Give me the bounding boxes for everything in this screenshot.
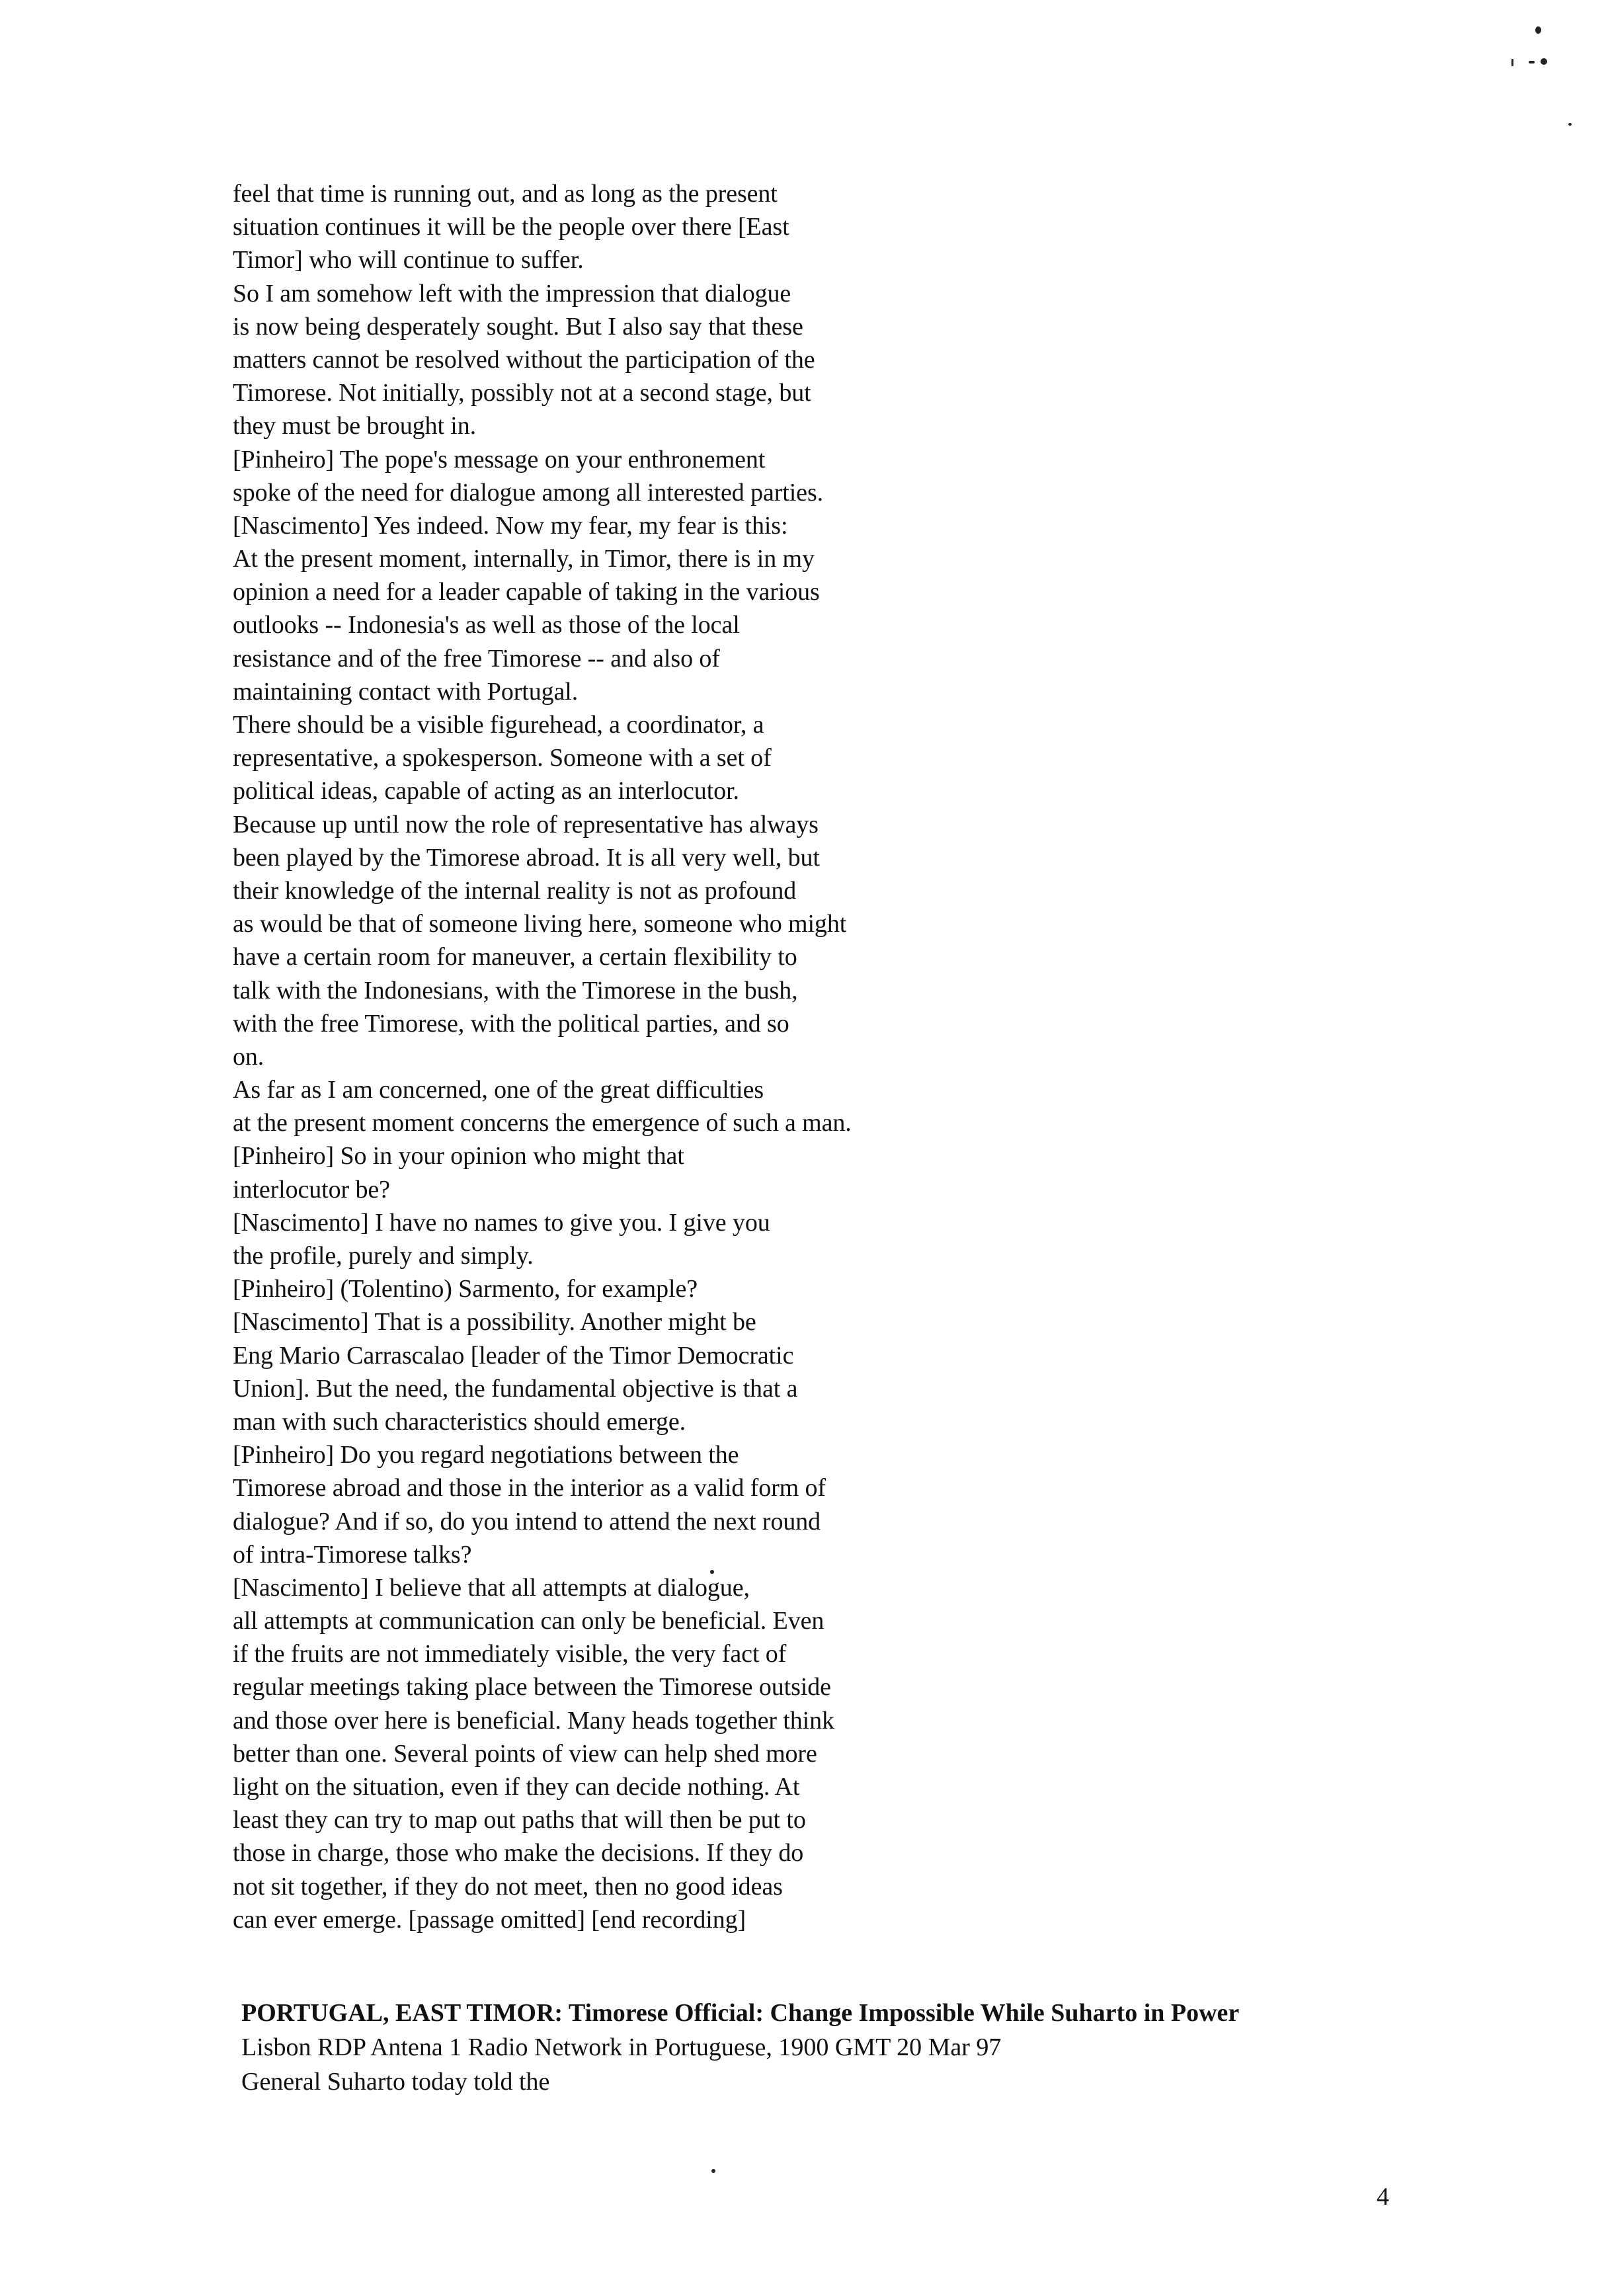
- transcript-line: all attempts at communication can only be beneficial. Even: [233, 1607, 824, 1635]
- transcript-line: [Pinheiro] Do you regard negotiations between the: [233, 1441, 739, 1469]
- transcript-line: is now being desperately sought. But I also say that these: [233, 312, 803, 341]
- transcript-line: [Nascimento] Yes indeed. Now my fear, my fear is this:: [233, 511, 788, 540]
- scan-speck: [1529, 61, 1535, 63]
- scan-speck: [711, 2169, 715, 2173]
- next-article: [241, 1996, 1498, 2099]
- transcript-line: Because up until now the role of representative has always: [233, 810, 819, 839]
- article-lead: General Suharto today told the: [241, 2068, 550, 2096]
- scan-speck: [710, 1570, 714, 1574]
- scan-speck: [1535, 26, 1541, 34]
- transcript-line: light on the situation, even if they can decide nothing. At: [233, 1773, 800, 1801]
- transcript-line: Timorese. Not initially, possibly not at a second stage, but: [233, 379, 811, 407]
- transcript-line: [Pinheiro] The pope's message on your enthronement: [233, 445, 766, 473]
- transcript-line: outlooks -- Indonesia's as well as those of the local: [233, 611, 740, 639]
- transcript-line: if the fruits are not immediately visible, the very fact of: [233, 1640, 787, 1668]
- transcript-line: Union]. But the need, the fundamental objective is that a: [233, 1374, 798, 1403]
- transcript-line: [Nascimento] That is a possibility. Another might be: [233, 1308, 756, 1336]
- transcript-line: [Nascimento] I have no names to give you. I give you: [233, 1208, 770, 1237]
- transcript-line: have a certain room for maneuver, a certain flexibility to: [233, 943, 797, 971]
- article-headline: PORTUGAL, EAST TIMOR: Timorese Official: Change Impossible While Suharto in Power: [241, 1999, 1240, 2027]
- interview-transcript: [233, 177, 1211, 1936]
- transcript-line: been played by the Timorese abroad. It is all very well, but: [233, 843, 820, 872]
- transcript-line: at the present moment concerns the emergence of such a man.: [233, 1109, 852, 1137]
- transcript-line: As far as I am concerned, one of the great difficulties: [233, 1076, 764, 1104]
- transcript-line: can ever emerge. [passage omitted] [end recording]: [233, 1905, 746, 1934]
- transcript-line: and those over here is beneficial. Many heads together think: [233, 1706, 834, 1735]
- transcript-line: with the free Timorese, with the political parties, and so: [233, 1009, 789, 1038]
- transcript-line: they must be brought in.: [233, 412, 477, 440]
- transcript-line: [Pinheiro] (Tolentino) Sarmento, for example?: [233, 1275, 698, 1303]
- transcript-line: situation continues it will be the people over there [East: [233, 213, 789, 241]
- transcript-line: spoke of the need for dialogue among all interested parties.: [233, 478, 824, 507]
- transcript-line: representative, a spokesperson. Someone with a set of: [233, 744, 772, 772]
- page-number: 4: [1377, 2183, 1389, 2211]
- transcript-line: So I am somehow left with the impression that dialogue: [233, 279, 791, 308]
- transcript-line: the profile, purely and simply.: [233, 1242, 534, 1270]
- transcript-line: man with such characteristics should emerge.: [233, 1407, 686, 1436]
- transcript-line: At the present moment, internally, in Timor, there is in my: [233, 545, 815, 573]
- transcript-line: Eng Mario Carrascalao [leader of the Timor Democratic: [233, 1341, 794, 1370]
- transcript-line: maintaining contact with Portugal.: [233, 677, 579, 706]
- transcript-line: those in charge, those who make the decisions. If they do: [233, 1839, 804, 1867]
- transcript-line: their knowledge of the internal reality is not as profound: [233, 876, 797, 905]
- transcript-line: regular meetings taking place between the Timorese outside: [233, 1673, 831, 1702]
- transcript-line: talk with the Indonesians, with the Timorese in the bush,: [233, 976, 798, 1004]
- scan-speck: [1541, 58, 1547, 65]
- transcript-line: matters cannot be resolved without the participation of the: [233, 345, 815, 374]
- transcript-line: resistance and of the free Timorese -- and also of: [233, 644, 720, 673]
- transcript-line: of intra-Timorese talks?: [233, 1540, 472, 1569]
- transcript-line: as would be that of someone living here, someone who might: [233, 910, 847, 938]
- transcript-line: political ideas, capable of acting as an interlocutor.: [233, 777, 739, 805]
- transcript-line: Timor] who will continue to suffer.: [233, 246, 584, 274]
- scan-speck: [1568, 123, 1572, 126]
- article-source: Lisbon RDP Antena 1 Radio Network in Portuguese, 1900 GMT 20 Mar 97: [241, 2033, 1002, 2061]
- transcript-line: There should be a visible figurehead, a coordinator, a: [233, 711, 764, 739]
- transcript-line: least they can try to map out paths that will then be put to: [233, 1806, 806, 1834]
- transcript-line: opinion a need for a leader capable of taking in the various: [233, 578, 820, 606]
- transcript-line: [Pinheiro] So in your opinion who might that: [233, 1142, 684, 1170]
- transcript-line: [Nascimento] I believe that all attempts at dialogue,: [233, 1573, 750, 1602]
- transcript-line: feel that time is running out, and as long as the present: [233, 180, 778, 208]
- transcript-line: on.: [233, 1042, 264, 1071]
- transcript-line: dialogue? And if so, do you intend to attend the next round: [233, 1507, 821, 1536]
- transcript-line: interlocutor be?: [233, 1175, 390, 1204]
- transcript-line: better than one. Several points of view can help shed more: [233, 1739, 817, 1768]
- scan-speck: [1511, 59, 1513, 66]
- transcript-line: Timorese abroad and those in the interior as a valid form of: [233, 1474, 826, 1502]
- transcript-line: not sit together, if they do not meet, then no good ideas: [233, 1872, 783, 1901]
